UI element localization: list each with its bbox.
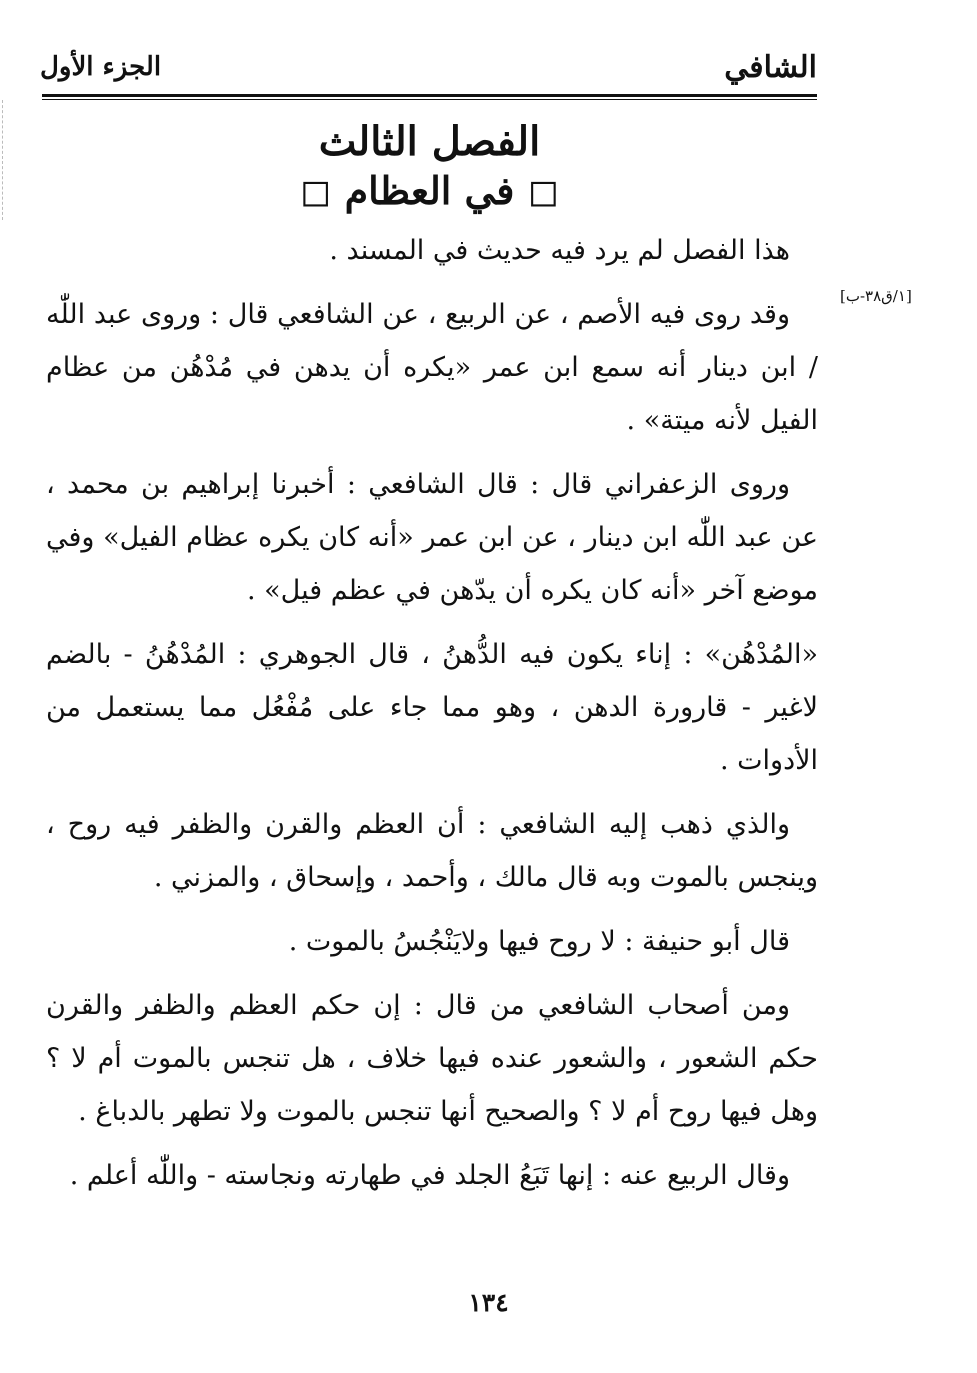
paragraph-8: وقال الربيع عنه : إنها تَبَعُ الجلد في طهارته ونجاسته - واللّٰه أعلم . bbox=[69, 1160, 790, 1191]
chapter-subtitle: ◻ في العظام ◻ bbox=[299, 168, 560, 213]
margin-guide bbox=[2, 100, 4, 220]
body-text bbox=[46, 224, 818, 1213]
paragraph-4: «المُدْهُن» : إناء يكون فيه الدُّهنُ ، قال الجوهري : المُدْهُنُ - بالضم لاغير - قارورة الدهن ، وهو مما جاء على مُفْعُل مما يستعمل من الأدوات . bbox=[46, 639, 818, 776]
header-divider-thin bbox=[42, 99, 817, 100]
volume-label: الجزء الأول bbox=[40, 52, 162, 82]
paragraph-3: وروى الزعفراني قال : قال الشافعي : أخبرنا إبراهيم بن محمد ، عن عبد اللّٰه ابن دينار ، عن ابن عمر «أنه كان يكره عظام الفيل» وفي موضع آخر «أنه كان يكره أن يدّهن في عظم فيل» . bbox=[46, 469, 818, 606]
paragraph-2: وقد روى فيه الأصم ، عن الربيع ، عن الشافعي قال : وروى عبد اللّٰه / ابن دينار أنه سمع ابن عمر «يكره أن يدهن في مُدْهُن من عظام الفيل لأنه ميتة» . bbox=[46, 299, 818, 436]
manuscript-folio-note: [١/ق٣٨-ب] bbox=[840, 287, 912, 305]
paragraph-6: قال أبو حنيفة : لا روح فيها ولايَنْجُسُ بالموت . bbox=[288, 926, 790, 957]
chapter-title: الفصل الثالث bbox=[318, 118, 541, 165]
paragraph-5: والذي ذهب إليه الشافعي : أن العظم والقرن والظفر فيه روح ، وينجس بالموت وبه قال مالك ، وأحمد ، وإسحاق ، والمزني . bbox=[46, 809, 818, 893]
header-divider bbox=[42, 94, 817, 97]
paragraph-1: هذا الفصل لم يرد فيه حديث في المسند . bbox=[329, 235, 790, 266]
paragraph-7: ومن أصحاب الشافعي من قال : إن حكم العظم والظفر والقرن حكم الشعور ، والشعور عنده فيها خلاف ، هل تنجس بالموت أم لا ؟ وهل فيها روح أم لا ؟ والصحيح أنها تنجس بالموت ولا تطهر بالدباغ . bbox=[46, 990, 818, 1127]
page-number: ١٣٤ bbox=[468, 1288, 509, 1317]
book-title: الشافي bbox=[724, 50, 817, 85]
